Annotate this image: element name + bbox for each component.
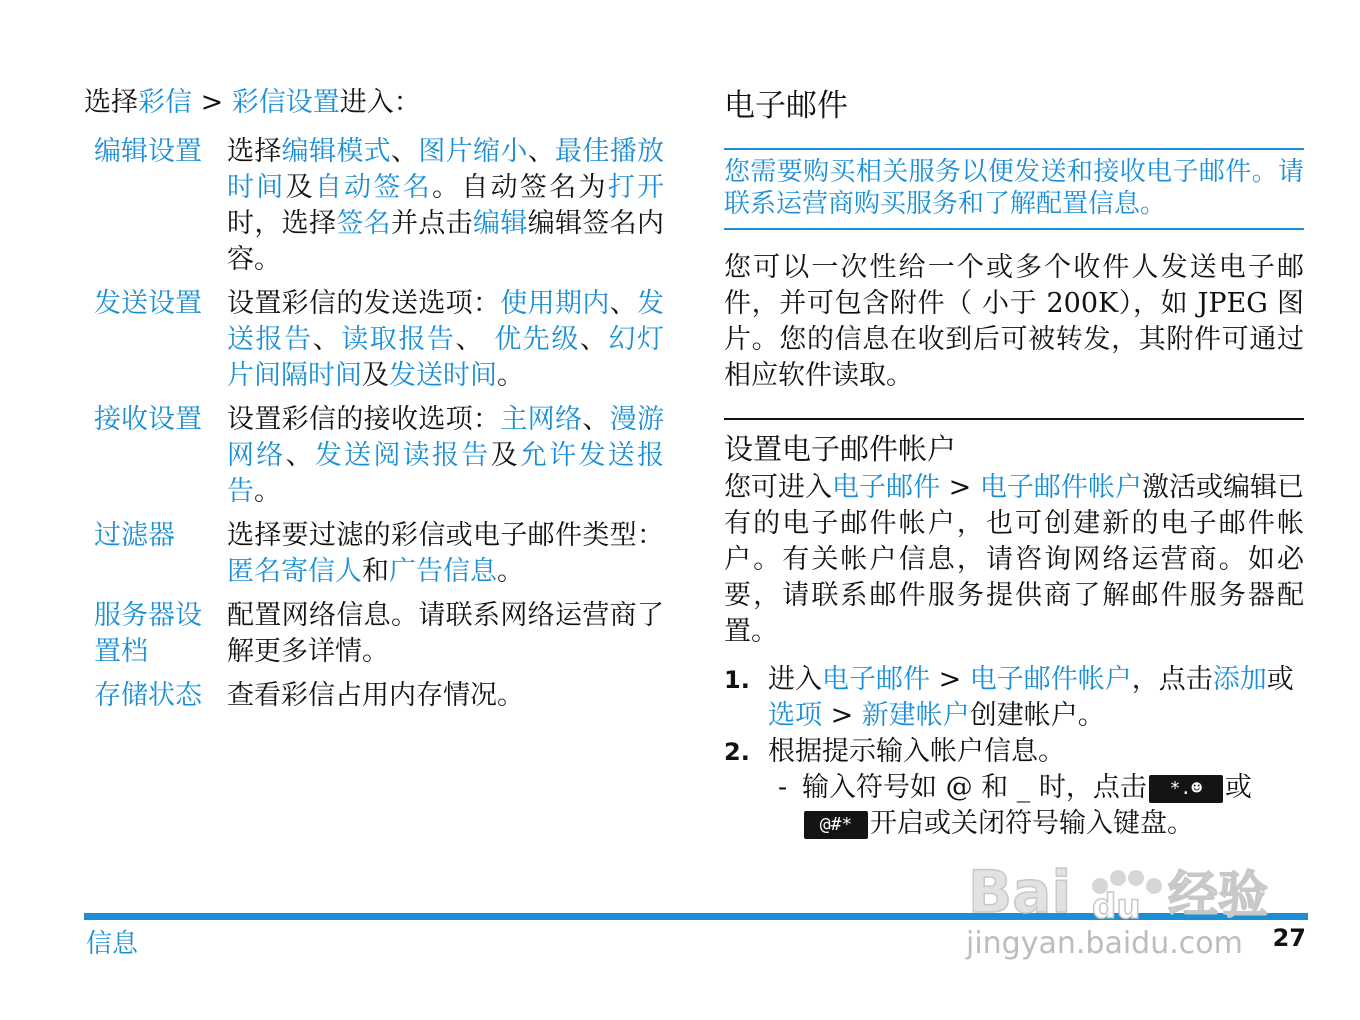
- highlighted-term: 使用期内: [500, 288, 610, 319]
- highlighted-term: 添加: [1212, 664, 1267, 695]
- highlighted-term: 打开: [607, 172, 665, 203]
- definition-term: 过滤器: [94, 520, 175, 551]
- text-run: 、: [455, 324, 495, 355]
- watermark-url: jingyan.baidu.com: [966, 926, 1243, 961]
- definition-row: [84, 518, 664, 590]
- highlighted-term: 优先级: [494, 324, 580, 355]
- definition-term: 发送设置: [94, 288, 202, 319]
- text-run: 、: [579, 324, 609, 355]
- settings-definition-list: [84, 134, 664, 714]
- right-column: [724, 84, 1304, 842]
- definition-description: [227, 678, 664, 714]
- text-run: 及: [285, 172, 315, 203]
- symbol-key-2: @#*: [804, 811, 868, 839]
- definition-row: [84, 286, 664, 394]
- text-run: 进入：: [339, 87, 421, 118]
- watermark-logo-graphic: [968, 856, 1288, 926]
- definition-description: [227, 286, 664, 394]
- text-run: 根据提示输入帐户信息。: [768, 736, 1065, 767]
- text-run: 、: [582, 404, 610, 435]
- text-run: 配置网络信息。请联系网络运营商了解更多详情。: [227, 600, 664, 667]
- highlighted-term: 彩信: [138, 87, 192, 118]
- text-run: 创建帐户。: [969, 700, 1105, 731]
- svg-text:du: du: [1092, 887, 1141, 926]
- steps-list: [724, 662, 1304, 770]
- definition-term: 接收设置: [94, 404, 202, 435]
- text-run: 。: [497, 556, 524, 587]
- highlighted-term: 发送阅读报告: [314, 440, 491, 471]
- text-run: 、: [285, 440, 315, 471]
- highlighted-term: 自动签名: [314, 172, 433, 203]
- substep-text: [802, 770, 1304, 842]
- text-run: 、: [609, 288, 638, 319]
- definition-description: [227, 598, 664, 670]
- highlighted-term: 新建帐户: [861, 700, 970, 731]
- symbol-key-1: *.☻: [1149, 775, 1223, 803]
- highlighted-term: 签名: [336, 208, 392, 239]
- text-run: >: [930, 664, 970, 695]
- highlighted-term: 选项: [768, 700, 822, 731]
- substep: [778, 770, 1304, 842]
- highlighted-term: 漫游网络: [227, 404, 665, 471]
- text-run: 和: [362, 556, 389, 587]
- highlighted-term: 电子邮件: [832, 472, 941, 503]
- account-setup-description: [724, 470, 1304, 650]
- text-run: 、: [312, 324, 342, 355]
- highlighted-term: 最佳播放时间: [227, 136, 665, 203]
- definition-row: [84, 134, 664, 278]
- text-run: 。自动签名为: [432, 172, 608, 203]
- highlighted-term: 电子邮件帐户: [979, 472, 1142, 503]
- definition-row: [84, 402, 664, 510]
- highlighted-term: 读取报告: [341, 324, 456, 355]
- text-run: 及: [490, 440, 520, 471]
- text-run: 编辑签名内容。: [227, 208, 665, 275]
- text-run: 。: [497, 360, 524, 391]
- highlighted-term: 电子邮件帐户: [969, 664, 1132, 695]
- substep-dash: -: [778, 772, 788, 803]
- highlighted-term: 幻灯片间隔时间: [227, 324, 665, 391]
- watermark-logo: [968, 856, 1288, 926]
- highlighted-term: 图片缩小: [418, 136, 528, 167]
- highlighted-term: 编辑模式: [281, 136, 392, 167]
- step-number: 2.: [724, 738, 750, 766]
- highlighted-term: 允许发送报告: [227, 440, 665, 507]
- definition-row: [84, 598, 664, 670]
- text-run: 您可进入: [724, 472, 833, 503]
- definition-description: [227, 402, 664, 510]
- email-description: 您可以一次性给一个或多个收件人发送电子邮件，并可包含附件（ 小于 200K），如 JPEG 图片。您的信息在收到后可被转发，其附件可通过相应软件读取。: [724, 252, 1304, 391]
- highlighted-term: 编辑: [473, 208, 528, 239]
- service-notice: 您需要购买相关服务以便发送和接收电子邮件。请联系运营商购买服务和了解配置信息。: [724, 148, 1304, 230]
- step-item: [724, 662, 1304, 734]
- text-run: 并点击: [391, 208, 474, 239]
- text-run: >: [192, 87, 232, 118]
- highlighted-term: 主网络: [500, 404, 583, 435]
- definition-term: 存储状态: [94, 680, 202, 711]
- step-number: 1.: [724, 666, 750, 694]
- definition-description: [227, 518, 664, 590]
- intro-line: [84, 84, 664, 122]
- text-run: 设置彩信的发送选项：: [227, 288, 501, 319]
- svg-text:经验: 经验: [1168, 866, 1268, 924]
- highlighted-term: 彩信设置: [231, 87, 340, 118]
- definition-term: 编辑设置: [94, 136, 202, 167]
- text-run: 查看彩信占用内存情况。: [227, 680, 524, 711]
- text-run: ，点击: [1131, 664, 1213, 695]
- text-run: 、: [527, 136, 556, 167]
- highlighted-term: 电子邮件: [822, 664, 930, 695]
- email-heading: 电子邮件: [724, 88, 848, 124]
- definition-description: [227, 134, 664, 278]
- account-setup-heading: 设置电子邮件帐户: [724, 432, 957, 466]
- text-run: 激活或编辑已有的电子邮件帐户，也可创建新的电子邮件帐户。有关帐户信息，请咨询网络运营商。如必要，请联系邮件服务提供商了解邮件服务器配置。: [724, 472, 1305, 647]
- text-run: 设置彩信的接收选项：: [227, 404, 501, 435]
- step-text: [768, 662, 1304, 734]
- text-run: >: [822, 700, 862, 731]
- substep-text-after: 开启或关闭符号输入键盘。: [870, 808, 1194, 839]
- definition-row: [84, 678, 664, 714]
- section-divider: [724, 418, 1304, 420]
- step-text: [768, 734, 1304, 770]
- substep-text-mid: 或: [1224, 772, 1252, 803]
- text-run: 进入: [768, 664, 822, 695]
- text-run: 时，选择: [227, 208, 337, 239]
- svg-text:Bai: Bai: [968, 858, 1072, 926]
- highlighted-term: 匿名寄信人: [227, 556, 362, 587]
- left-column: [84, 84, 664, 722]
- highlighted-term: 广告信息: [389, 556, 497, 587]
- text-run: 、: [391, 136, 419, 167]
- step-item: [724, 734, 1304, 770]
- substep-text-before: 输入符号如 @ 和 _ 时，点击: [802, 772, 1147, 803]
- highlighted-term: 发送时间: [389, 360, 497, 391]
- text-run: 选择: [84, 87, 138, 118]
- text-run: 选择: [227, 136, 282, 167]
- text-run: 或: [1266, 664, 1294, 695]
- text-run: >: [940, 472, 980, 503]
- footer-section-label: 信息: [86, 929, 139, 959]
- definition-term: 服务器设置档: [94, 600, 202, 667]
- text-run: 选择要过滤的彩信或电子邮件类型：: [227, 520, 664, 551]
- highlighted-term: 发送报告: [227, 288, 665, 355]
- page-number: 27: [1272, 924, 1306, 952]
- text-run: 及: [362, 360, 389, 391]
- text-run: 。: [254, 476, 281, 507]
